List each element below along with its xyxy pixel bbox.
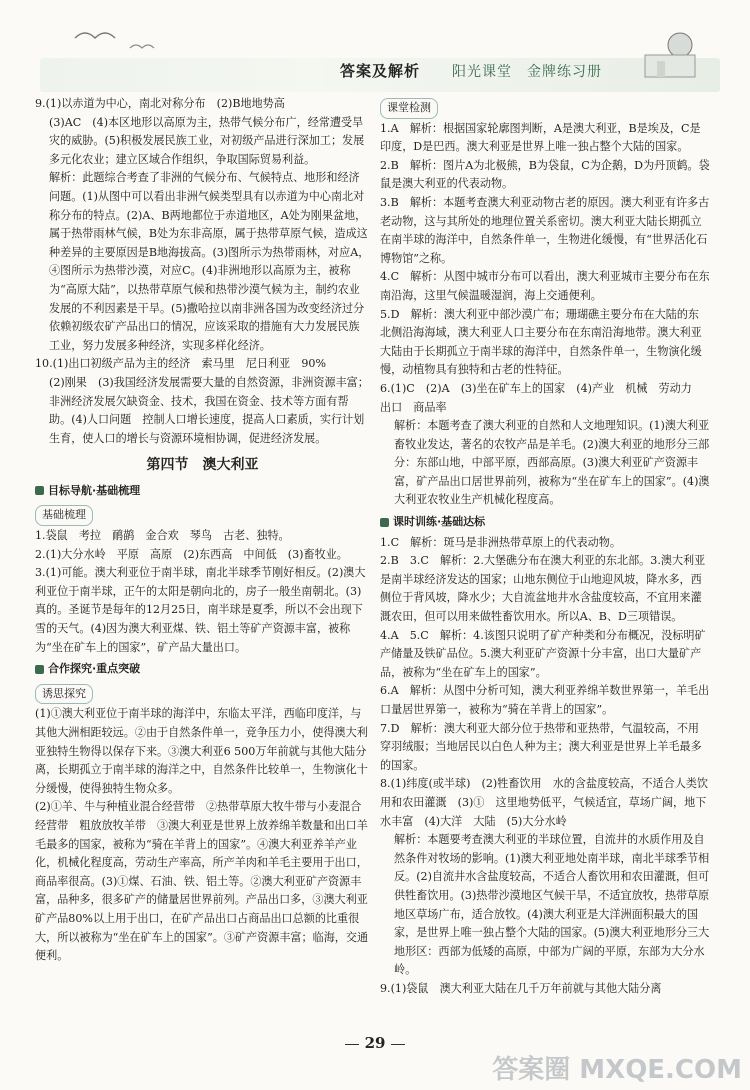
q10-answer-line: 10.(1)出口初级产品为主的经济 索马里 尼日利亚 90% <box>35 357 326 371</box>
check-item: 3.B 解析：本题考查澳大利亚动物古老的原因。澳大利亚有许多古老动物，这与其所处的地理位置关系密切。澳大利亚大陆长期孤立在南半球的海洋中，自然条件单一，生物进化缓慢，有“世界活化石博物馆”之称。 <box>380 195 710 265</box>
section-title: 第四节 澳大利亚 <box>146 457 259 474</box>
page-number: 29 <box>364 1034 386 1052</box>
training-item: 8.(1)纬度(或半球) (2)牲畜饮用 水的含盐度较高，不适合人类饮用和农田灌溉 (3)① 这里地势低平，气候适宜，草场广阔，地下水丰富 (4)大洋 大陆 (5)大分水岭 <box>380 777 709 828</box>
check-item: 6.(1)C (2)A (3)坐在矿车上的国家 (4)产业 机械 劳动力 出口 商品率 <box>380 381 703 414</box>
box-head-basics: 基础梳理 <box>35 505 93 526</box>
tag-training <box>380 513 485 532</box>
check-item: 1.A 解析：根据国家轮廓图判断，A是澳大利亚，B是埃及，C是印度，D是巴西。澳大利亚是世界上唯一独占整个大陆的国家。 <box>380 121 701 154</box>
training-item: 2.B 3.C 解析：2.大堡礁分布在澳大利亚的东北部。3.澳大利亚是南半球经济发达的国家；山地东侧位于山地迎风坡，降水多，西侧位于背风坡，降水少；大自流盆地井水含盐度较高，不宜用来灌溉农田，但可以用来做牲畜饮用水。所以A、B、D三项错误。 <box>380 554 706 624</box>
training-item: 6.A 解析：从图中分析可知，澳大利亚养绵羊数世界第一，羊毛出口量居世界第一，被称为“骑在羊背上的国家”。 <box>380 684 710 716</box>
q9-answer-body: (3)AC (4)本区地形以高原为主，热带气候分布广，经常遭受旱灾的威胁。(5)积极发展民族工业，对初级产品进行深加工；发展多元化农业；建立区域合作组织，争取国际贸易利益。 <box>49 115 365 166</box>
watermark: 答案圈 MXQE.COM <box>492 1055 742 1085</box>
training-item: 9.(1)袋鼠 澳大利亚大陆在几千万年前就与其他大陆分离 <box>380 981 662 995</box>
tag-goal-navigation <box>35 482 140 501</box>
basics-item: 2.(1)大分水岭 平原 高原 (2)东西高 中间低 (3)畜牧业。 <box>35 547 348 561</box>
box-head-explore: 诱思探究 <box>35 684 93 705</box>
left-column <box>35 95 370 966</box>
header-title: 答案及解析 <box>340 62 421 80</box>
tag-cooperation <box>35 660 140 679</box>
q9-answer-line: 9.(1)以赤道为中心，南北对称分布 (2)B地地势高 <box>35 97 285 110</box>
explore-item: (1)①澳大利亚位于南半球的海洋中，东临太平洋，西临印度洋，与其他大洲相距较远。②由于自然条件单一，竞争压力小，使得澳大利亚独特生物得以保存下来。③澳大利亚6 500万年前就与其他大陆分离，长期孤立于南半球的海洋之中，自然条件比较单一，生物演化十分缓慢，使得独特生物众多。 <box>35 707 368 795</box>
right-column <box>380 95 710 999</box>
explore-item: (2)①羊、牛与种植业混合经营带 ②热带草原大牧牛带与小麦混合经营带 粗放放牧羊带 ③澳大利亚是世界上放养绵羊数量和出口羊毛最多的国家，被称为“骑在羊背上的国家”。④澳大利亚养羊产业化，机械化程度高，劳动生产率高，所产羊肉和羊毛主要用于出口，商品率很高。(3)①煤、石油、铁、铝土等。②澳大利亚矿产资源丰富，品种多，很多矿产的储量居世界前列。产品出口多，③澳大利亚矿产品80%以上用于出口，在矿产品出口占商品出口总额的比重很大，所以被称为“坐在矿车上的国家”。③矿产资源丰富；临海，交通便利。 <box>35 800 369 963</box>
footer-rule <box>391 1044 405 1045</box>
tag-marker-icon <box>35 665 44 674</box>
check-item: 5.D 解析：澳大利亚中部沙漠广布；珊瑚礁主要分布在大陆的东北侧沿海海域，澳大利亚人口主要分布在东南沿海地带。澳大利亚大陆由于长期孤立于南半球的海洋中，自然条件单一，生物演化缓慢，动植物具有独特和古老的性特征。 <box>380 307 702 377</box>
footer-rule <box>345 1044 359 1045</box>
q9-explanation: 解析：此题综合考查了非洲的气候分布、气候特点、地形和经济问题。(1)从图中可以看出非洲气候类型具有以赤道为中心南北对称分布的特点。(2)A、B两地都位于赤道地区，A处为刚果盆地，属于热带雨林气候，B处为东非高原，属于热带草原气候，造成这种差异的主要原因是B地海拔高。(3)图所示为热带雨林，对应A，④图所示为热带沙漠，对应C。(4)非洲地形以高原为主，被称为“高原大陆”，以热带草原气候和热带沙漠气候为主，制约农业发展的不利因素是干旱。(5)撒哈拉以南非洲各国为改变经济过分依赖初级农矿产品出口的情况，应该采取的措施有大力发展民族工业，努力发展多种经济，实现多样化经济。 <box>49 171 370 352</box>
birds-icon <box>70 18 190 58</box>
globe-decoration-icon <box>635 25 705 85</box>
training-item: 4.A 5.C 解析：4.该图只说明了矿产种类和分布概况，没标明矿产储量及铁矿品位。5.澳大利亚矿产资源十分丰富，出口大量矿产品，被称为“坐在矿车上的国家”。 <box>380 628 706 679</box>
basics-item: 1.袋鼠 考拉 鸸鹋 金合欢 琴鸟 古老、独特。 <box>35 529 290 543</box>
page-header <box>0 0 750 95</box>
check-item: 4.C 解析：从图中城市分布可以看出，澳大利亚城市主要分布在东南沿海，这里气候温暖湿润，海上交通便利。 <box>380 270 710 302</box>
tag-marker-icon <box>380 518 389 527</box>
tag-label: 课时训练·基础达标 <box>393 515 486 529</box>
training-item: 7.D 解析：澳大利亚大部分位于热带和亚热带，气温较高，不用穿羽绒服；当地居民以白色人种为主；澳大利亚是世界上羊毛最多的国家。 <box>380 721 702 772</box>
header-brand: 阳光课堂 金牌练习册 <box>452 64 602 80</box>
tag-marker-icon <box>35 486 44 495</box>
basics-item: 3.(1)可能。澳大利亚位于南半球，南北半球季节刚好相反。(2)澳大利亚位于南半球，正午的太阳是朝向北的，房子一般坐南朝北。(3)真的。圣诞节是每年的12月25日，南半球是夏季，所以不会出现下雪的天气。(4)因为澳大利亚煤、铁、铝土等矿产资源丰富，被称为“坐在矿车上的国家”，矿产品大量出口。 <box>35 566 366 654</box>
training-explanation: 解析：本题要考查澳大利亚的半球位置，自流井的水质作用及自然条件对牧场的影响。(1)澳大利亚地处南半球，南北半球季节相反。(2)自流井水含盐度较高，不适合人畜饮用和农田灌溉，但可供牲畜饮用。(3)热带沙漠地区气候干旱，不适宜放牧，热带草原地区草场广布，适合放牧。(4)澳大利亚是大洋洲面积最大的国家，是世界上唯一独占整个大陆的国家。(5)澳大利亚地形分三大地形区：西部为低矮的高原，中部为广阔的平原，东部为大分水岭。 <box>394 833 710 977</box>
training-item: 1.C 解析：斑马是非洲热带草原上的代表动物。 <box>380 535 621 549</box>
box-head-class-check: 课堂检测 <box>380 98 438 119</box>
check-explanation: 解析：本题考查了澳大利亚的自然和人文地理知识。(1)澳大利亚畜牧业发达，著名的农牧产品是羊毛。(2)澳大利亚的地形分三部分：东部山地，中部平原，西部高原。(3)澳大利亚矿产资源丰富，矿产品出口居世界前列，被称为“坐在矿车上的国家”。(4)澳大利亚农牧业生产机械化程度高。 <box>394 419 710 507</box>
check-item: 2.B 解析：图片A为北极熊，B为袋鼠，C为企鹅，D为丹顶鹤。袋鼠是澳大利亚的代表动物。 <box>380 158 710 191</box>
tag-label: 目标导航·基础梳理 <box>48 483 141 497</box>
q10-answer-body: (2)刚果 (3)我国经济发展需要大量的自然资源，非洲资源丰富；非洲经济发展欠缺资金、技术，我国在资金、技术等方面有帮助。(4)人口问题 控制人口增长速度，提高人口素质，实行计划生育，使人口的增长与资源环境相协调，促进经济发展。 <box>49 375 369 445</box>
tag-label: 合作探究·重点突破 <box>48 662 141 676</box>
